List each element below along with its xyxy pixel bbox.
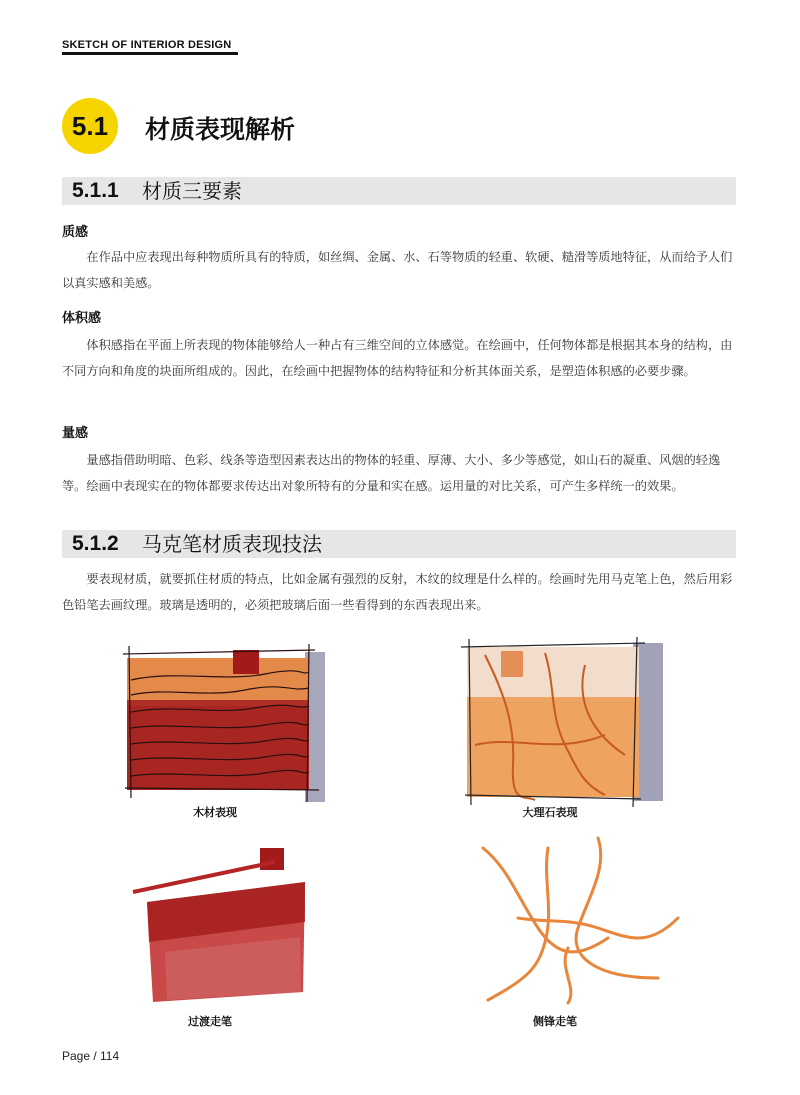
figure-caption-side-stroke: 侧锋走笔 <box>533 1015 577 1028</box>
subheading-mass: 量感 <box>62 426 89 441</box>
chapter-title: 材质表现解析 <box>145 115 296 144</box>
side-stroke-sketch-icon <box>458 828 683 1008</box>
running-title: SKETCH OF INTERIOR DESIGN <box>62 39 232 51</box>
section-title: 马克笔材质表现技法 <box>142 532 322 556</box>
header-rule <box>62 52 238 55</box>
paragraph-mass: 量感指借助明暗、色彩、线条等造型因素表达出的物体的轻重、厚薄、大小、多少等感觉，如山石的凝重、风烟的轻逸等。绘画中表现实在的物体都要求传达出对象所特有的分量和实在感。运用量的对比关系，可产生多样统一的效果。 <box>62 453 721 493</box>
subheading-texture: 质感 <box>62 225 89 240</box>
marble-texture-sketch-icon <box>455 635 670 810</box>
transition-stroke-sketch-icon <box>125 842 310 1007</box>
page-number: Page / 114 <box>62 1049 120 1063</box>
section-heading-bar <box>62 530 736 558</box>
section-number: 5.1.1 <box>72 179 119 202</box>
section-title: 材质三要素 <box>142 179 242 203</box>
section-heading-bar <box>62 177 736 205</box>
figure-caption-marble: 大理石表现 <box>522 806 578 819</box>
figure-caption-transition: 过渡走笔 <box>188 1015 232 1028</box>
paragraph-texture: 在作品中应表现出每种物质所具有的特质，如丝绸、金属、水、石等物质的轻重、软硬、糙滑等质地特征，从而给予人们以真实感和美感。 <box>62 250 733 290</box>
chapter-number-badge: 5.1 <box>62 98 118 154</box>
paragraph-marker-technique: 要表现材质，就要抓住材质的特点，比如金属有强烈的反射，木纹的纹理是什么样的。绘画时先用马克笔上色，然后用彩色铅笔去画纹理。玻璃是透明的，必须把玻璃后面一些看得到的东西表现出来。 <box>62 572 733 612</box>
figure-caption-wood: 木材表现 <box>193 806 237 819</box>
paragraph-volume: 体积感指在平面上所表现的物体能够给人一种占有三维空间的立体感觉。在绘画中，任何物体都是根据其本身的结构，由不同方向和角度的块面所组成的。因此，在绘画中把握物体的结构特征和分析其体面关系，是塑造体积感的必要步骤。 <box>62 338 733 378</box>
wood-texture-sketch-icon <box>115 640 330 810</box>
section-number: 5.1.2 <box>72 532 119 555</box>
subheading-volume: 体积感 <box>62 311 102 326</box>
